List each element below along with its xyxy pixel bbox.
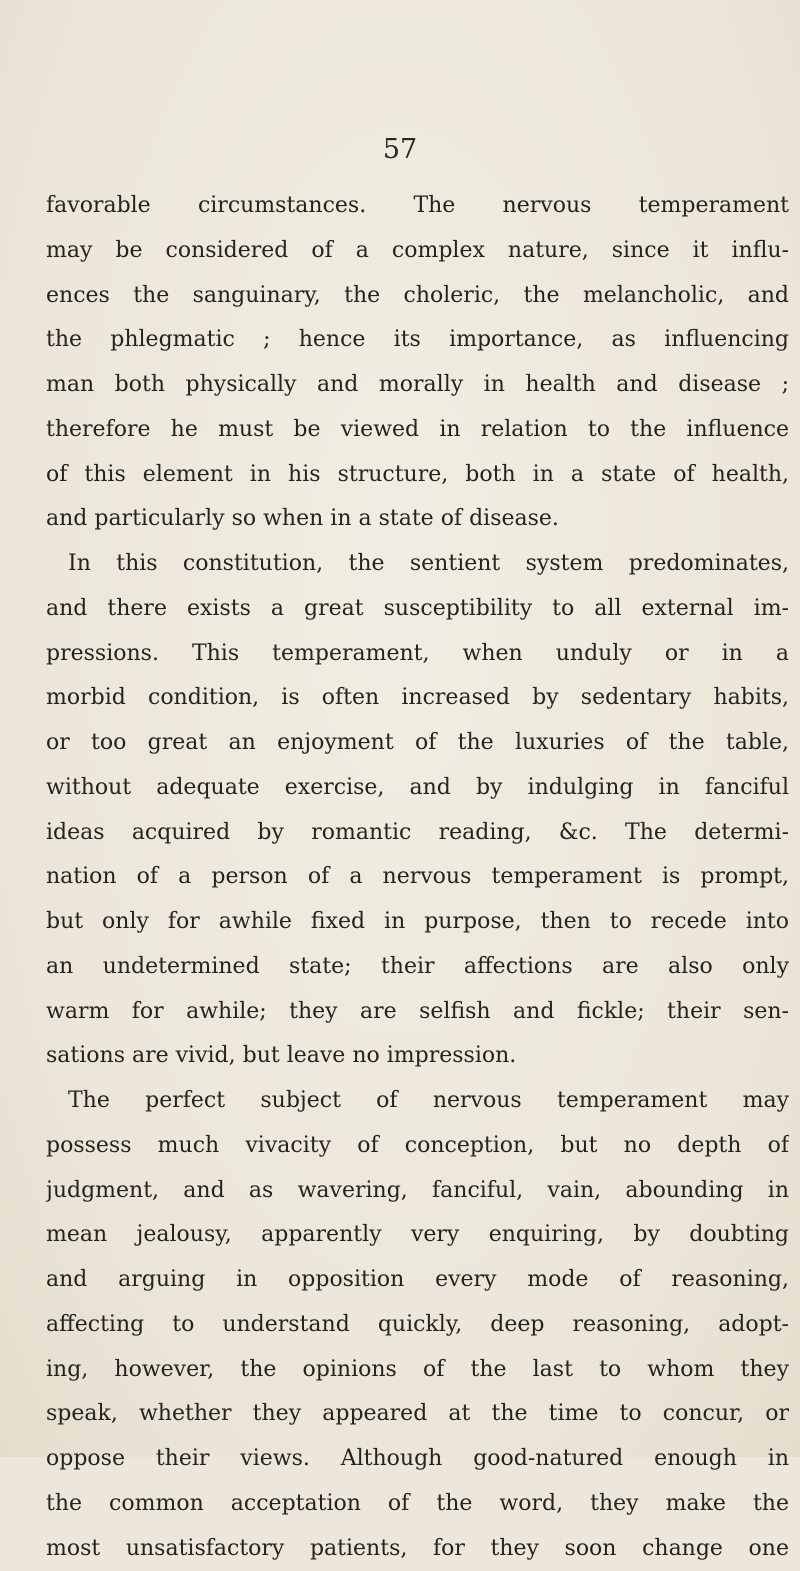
text-line: judgment, and as wavering, fanciful, vain, abounding in	[46, 1169, 789, 1214]
text-line: without adequate exercise, and by indulging in fanciful	[46, 766, 789, 811]
text-line: and arguing in opposition every mode of reasoning,	[46, 1258, 789, 1303]
body-text	[46, 184, 789, 1571]
text-line: therefore he must be viewed in relation to the influence	[46, 408, 789, 453]
text-line: and there exists a great susceptibility to all external im-	[46, 587, 789, 632]
text-line: warm for awhile; they are selfish and fickle; their sen-	[46, 990, 789, 1035]
text-line: affecting to understand quickly, deep reasoning, adopt-	[46, 1303, 789, 1348]
text-line: most unsatisfactory patients, for they soon change one	[46, 1527, 789, 1571]
text-line: and particularly so when in a state of disease.	[46, 497, 789, 542]
text-line: but only for awhile fixed in purpose, then to recede into	[46, 900, 789, 945]
text-line: man both physically and morally in health and disease ;	[46, 363, 789, 408]
text-line: ing, however, the opinions of the last to whom they	[46, 1348, 789, 1393]
text-line: favorable circumstances. The nervous temperament	[46, 184, 789, 229]
text-line: the common acceptation of the word, they make the	[46, 1482, 789, 1527]
page-number: 57	[0, 136, 800, 163]
text-line: the phlegmatic ; hence its importance, as influencing	[46, 318, 789, 363]
text-line: possess much vivacity of conception, but no depth of	[46, 1124, 789, 1169]
text-line: an undetermined state; their affections are also only	[46, 945, 789, 990]
text-line: ideas acquired by romantic reading, &c. The determi-	[46, 811, 789, 856]
text-line: morbid condition, is often increased by sedentary habits,	[46, 676, 789, 721]
text-line: of this element in his structure, both in a state of health,	[46, 453, 789, 498]
text-line: sations are vivid, but leave no impression.	[46, 1034, 789, 1079]
text-line: oppose their views. Although good-natured enough in	[46, 1437, 789, 1482]
text-line: mean jealousy, apparently very enquiring, by doubting	[46, 1213, 789, 1258]
text-line: In this constitution, the sentient system predominates,	[46, 542, 789, 587]
text-line: ences the sanguinary, the choleric, the melancholic, and	[46, 274, 789, 319]
text-line: speak, whether they appeared at the time to concur, or	[46, 1392, 789, 1437]
text-line: or too great an enjoyment of the luxuries of the table,	[46, 721, 789, 766]
text-line: pressions. This temperament, when unduly or in a	[46, 632, 789, 677]
text-line: The perfect subject of nervous temperament may	[46, 1079, 789, 1124]
text-line: nation of a person of a nervous temperament is prompt,	[46, 855, 789, 900]
text-line: may be considered of a complex nature, since it influ-	[46, 229, 789, 274]
